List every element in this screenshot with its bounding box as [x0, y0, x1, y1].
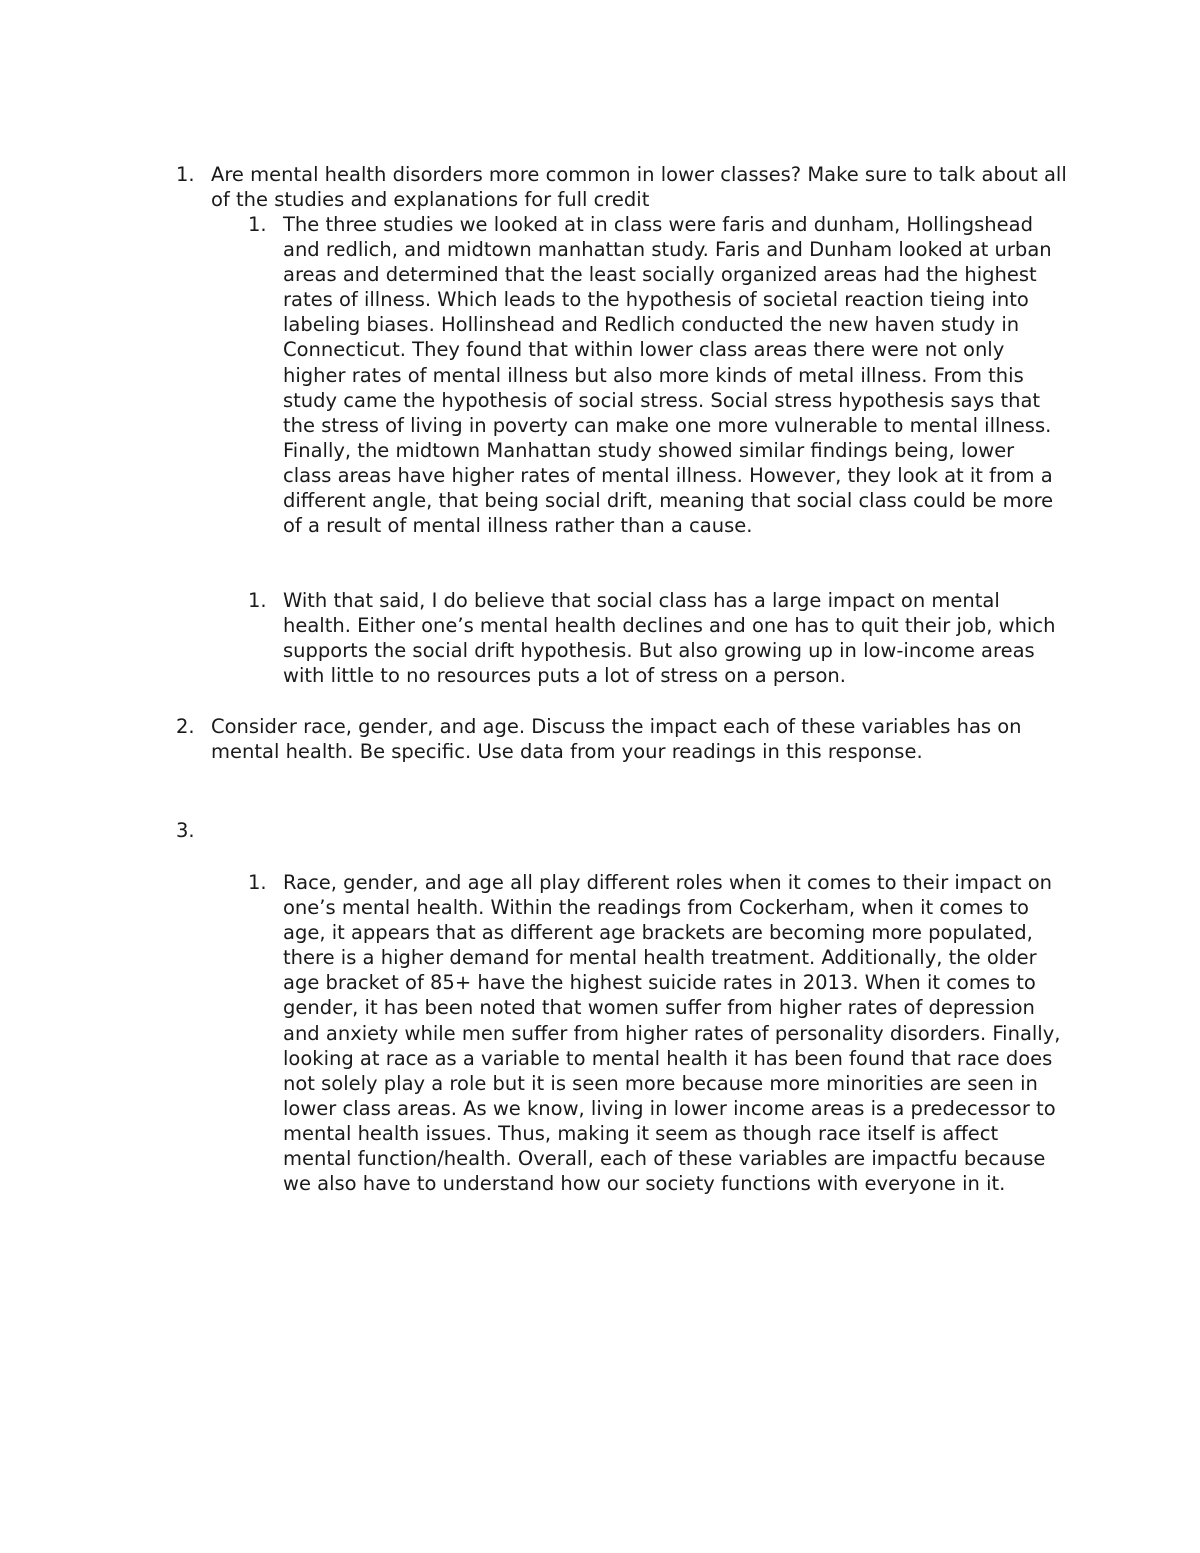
- question-3: [176, 818, 1076, 844]
- list-number: 1.: [248, 213, 267, 236]
- list-number: 1.: [248, 871, 267, 894]
- question-text: Consider race, gender, and age. Discuss the impact each of these variables has on mental health. Be specific. Use data from your readings in this response.: [211, 715, 1022, 764]
- list-number: 1.: [248, 589, 267, 612]
- answer-text: With that said, I do believe that social class has a large impact on mental health. Either one’s mental health declines and one has to quit their job, which supports the social drift hypothesis. But also growing up in low-income areas with little to no resources puts a lot of stress on a person.: [283, 589, 1056, 688]
- answer-1-1: [248, 212, 1068, 588]
- answer-3-1: [248, 870, 1068, 1250]
- question-2: [176, 714, 1076, 790]
- list-number: 2.: [176, 715, 195, 738]
- answer-text: The three studies we looked at in class were faris and dunham, Hollingshead and redlich, and midtown manhattan study. Faris and Dunham looked at urban areas and determined that the least socially organized areas had the highest rates of illness. Which leads to the hypothesis of societal reaction tieing into labeling biases. Hollinshead and Redlich conducted the new haven study in Connecticut. They found that within lower class areas there were not only higher rates of mental illness but also more kinds of metal illness. From this study came the hypothesis of social stress. Social stress hypothesis says that the stress of living in poverty can make one more vulnerable to mental illness. Finally, the midtown Manhattan study showed similar findings being, lower class areas have higher rates of mental illness. However, they look at it from a different angle, that being social drift, meaning that social class could be more of a result of mental illness rather than a cause.: [283, 213, 1054, 538]
- question-1: [176, 162, 1076, 214]
- answer-text: Race, gender, and age all play different roles when it comes to their impact on one’s mental health. Within the readings from Cockerham, when it comes to age, it appears that as different age brackets are becoming more populated, there is a higher demand for mental health treatment. Additionally, the older age bracket of 85+ have the highest suicide rates in 2013. When it comes to gender, it has been noted that women suffer from higher rates of depression and anxiety while men suffer from higher rates of personality disorders. Finally, looking at race as a variable to mental health it has been found that race does not solely play a role but it is seen more because more minorities are seen in lower class areas. As we know, living in lower income areas is a predecessor to mental health issues. Thus, making it seem as though race itself is affect mental function/health. Overall, each of these variables are impactfu because we also have to understand how our society functions with everyone in it.: [283, 871, 1061, 1196]
- list-number: 3.: [176, 819, 195, 842]
- list-number: 1.: [176, 163, 195, 186]
- answer-1-2: [248, 588, 1068, 714]
- question-text: Are mental health disorders more common in lower classes? Make sure to talk about all of the studies and explanations for full credit: [211, 163, 1067, 212]
